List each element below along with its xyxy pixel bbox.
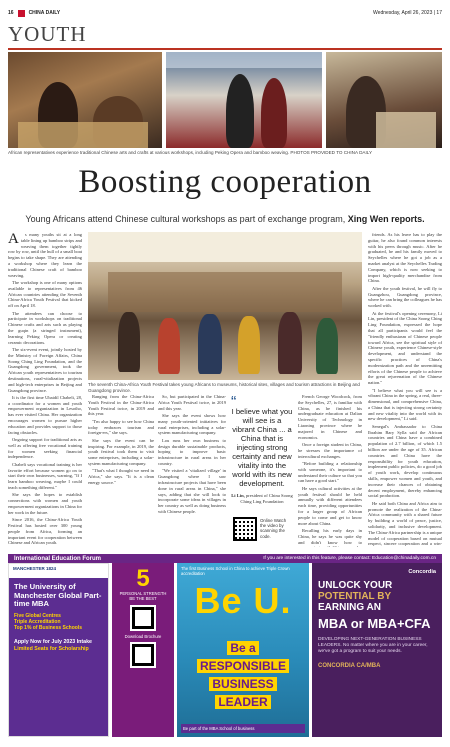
- paragraph: So, but participated in the China-Africa Youth Festival twice, in 2019 and this year.: [158, 394, 226, 411]
- paragraph: It is the first time Ubaidil Chabeli, 28, a coordinator for a women and youth empowerment organization in Lesotho, has ever visited China. Her organization encourages women to pursue higher education and provides support to those facing obstacles.: [8, 394, 82, 435]
- ad-manchester-mba[interactable]: [8, 563, 109, 737]
- paragraph: He said both China and Africa aim to promote the realization of the China-Africa community with a shared future by building a world of peace, justice, solidarity, and inclusive development. The China-Africa partnership is a unique model of cooperation based on mutual respect, sincere cooperation and a win-: [368, 500, 442, 547]
- article-column-4: [298, 394, 362, 547]
- paragraph: Senegal's Ambassador to China Ibrahim Bary Sylla said the African countries and China have a combined population of 2.7 billion, of which 1.5 billion are under the age of 35. African countries and China have the responsibility for youth education, implement public policies, do a good job of youth work, develop continuous skills, empower women and youth, and increase their chances of obtaining decent employment, thereby enhancing social production.: [368, 423, 442, 499]
- quote-author-role: president of China Soong Ching Ling Foundation: [240, 493, 293, 504]
- paragraph: At the festival's opening ceremony, Li Lin, president of the China Soong Ching Ling Foundation, expressed the hope that all participants would feel the "friendly enthusiasm of Chinese people toward Africa, see the spiritual style of Chinese youth, experience Chinese-style development, and understand the specific practices of China's modernization path and the unremitting efforts of the Chinese people to achieve the great rejuvenation of the Chinese nation.": [368, 310, 442, 386]
- ad-university-name: MANCHESTER 1824: [9, 564, 109, 578]
- paragraph: "I believe what you will see is a vibrant China in the spring, a real, three-dimensional, and comprehensive China, a China that is injecting strong certainty and new vitality into the world with its new development," Li said.: [368, 387, 442, 422]
- ad-be-u[interactable]: [177, 563, 309, 737]
- ad-scholarship-text: Limited Seats for Scholarship: [14, 645, 89, 652]
- ad-word: RESPONSIBLE: [197, 659, 289, 673]
- paragraph: Ongoing support for traditional arts as well as offering free vocational training for women seeking financial independence.: [8, 437, 82, 460]
- ad-line: Download Brochure: [124, 633, 162, 639]
- ad-word: BUSINESS: [209, 677, 276, 691]
- ad-headline-line: POTENTIAL BY: [318, 591, 392, 602]
- ad-title: The University of Manchester Global Part-time MBA: [14, 582, 102, 608]
- deck-text: Young Africans attend Chinese cultural workshops as part of exchange program,: [25, 214, 346, 224]
- qr-code-icon[interactable]: [130, 642, 156, 668]
- ad-cta-link[interactable]: CONCORDIA CA/MBA: [318, 663, 381, 669]
- quote-text: I believe what you will see is a vibrant China ... a China that is injecting strong certainty and new vitality into the world with its new development.: [231, 407, 293, 488]
- paragraph: Since 2016, the China-Africa Youth Festival has hosted over 300 young people from Africa, forming an important event for cooperation between Chinese and African youth.: [8, 517, 82, 546]
- paragraph: Once a foreign student in China, he stresses the importance of intercultural exchanges.: [298, 441, 362, 459]
- paragraph: "We visited a 'vitalized village' in Guangdong where I saw infrastructure projects that have been done in rural areas in China," she says, adding that she will look to incorporate some ideas in villages in her country as well as doing business with Chinese people.: [158, 468, 226, 514]
- ad-headline-line: EARNING AN: [318, 602, 381, 613]
- paragraph: The workshop is one of many options available to representatives from 46 African countries attending the Seventh China-Africa Youth Festival that kicked off on April 18.: [8, 279, 82, 309]
- quote-mark-icon: “: [231, 394, 237, 411]
- paragraph: The six-event event, jointly hosted by the Ministry of Foreign Affairs, China Soong Ching Ling Foundation, and the Guangdong government, took the African youth representatives to tourism destinations, rural-vitalization projects and high-tech enterprises in Beijing and Guangdong province.: [8, 346, 82, 393]
- drop-cap: A: [8, 232, 19, 247]
- photo-peking-opera: [166, 52, 322, 148]
- article-column-2: [88, 394, 154, 547]
- paragraph: "That's what I thought we need in Africa," she says. "It is a clean energy source.": [88, 468, 154, 485]
- paragraph: She says the hopes to establish connections with women and youth empowerment organizations in China for her work in the future.: [8, 492, 82, 515]
- article-column-1: [8, 232, 82, 547]
- paragraph: "I'm also happy to see how China today embraces tourism and foreign-ers," she says.: [88, 418, 154, 436]
- paragraph: French George Woodcock, from the Seychelles, 27, is familiar with China, as he finished his undergraduate education at Dalian University of Technology in Liaoning province where he majored in Chinese and economics.: [298, 394, 362, 440]
- advertisement-area: [8, 563, 442, 737]
- headline: Boosting cooperation: [78, 164, 372, 200]
- quote-attribution: [231, 493, 293, 504]
- photo-youth-festival-group: [88, 232, 362, 380]
- ad-headline-line: UNLOCK YOUR: [318, 580, 393, 591]
- paragraph: friends. As his leave has to play the guitar, he also found common interests with his peers through music. After he graduated, he and his family moved to Seychelles where he got a job as a market analyst at the Seychelles Trading Company, which is now seeking to import high-quality merchandise from China.: [368, 232, 442, 284]
- paragraph: She says the event shows how many youth-oriented initiatives for rural enterprises, including a solar-system manufacturing company.: [158, 412, 226, 436]
- article-column-3: [158, 394, 226, 547]
- paragraph: s many youths sit at a long table lining up bamboo strips and weaving them together tightly row by row, until the hull of a small boat begins to take shape. They are attending a workshop where they learn the traditional Chinese craft of bamboo weaving.: [8, 232, 82, 278]
- ad-feature: Top 1% of Business Schools: [14, 624, 82, 631]
- section-title: YOUTH: [8, 22, 87, 46]
- ad-concordia-mba[interactable]: [312, 563, 442, 737]
- ad-line: PERSONAL STRENGTH: [119, 591, 167, 596]
- photo-bamboo-weaving: [8, 52, 162, 148]
- byline: Xing Wen reports.: [347, 214, 425, 224]
- page-header: [8, 8, 442, 18]
- paragraph: Recalling his early days in China, he says he was quite shy and didn't know how to: [298, 527, 362, 545]
- paragraph: After the youth festival, he will fly to Guangzhou, Guangdong province, where he can bring the colleagues he has worked with.: [368, 285, 442, 309]
- mid-photo-caption: The seventh China-Africa Youth Festival takes young Africans to museums, historical sites, villages and tourism attractions in Beijing and Guangdong province.: [88, 382, 360, 393]
- ad-brand: Concordia: [408, 569, 436, 575]
- ad-headline: Be U.: [194, 580, 292, 621]
- article-column-5: [368, 232, 442, 547]
- section-rule: [8, 48, 442, 50]
- paragraph: Lou runs her own business to design durable sustainable products, hoping to improve basic infrastructure in rural areas in her country.: [158, 437, 226, 466]
- ad-feature: Five Global Centres: [14, 612, 61, 619]
- ad-header-contact[interactable]: If you are interested in this feature, please contact: Education@chinadaily.com.cn: [263, 556, 436, 561]
- ad-subtext: DEVELOPING NEXT-GENERATION BUSINESS LEADERS. No matter where you are in your career, we've got a program to suit your needs.: [318, 637, 428, 654]
- ad-feature: Triple Accreditation: [14, 618, 61, 625]
- paragraph: "Before building a relationship with someone, it's important to understand their culture so that you can have a good start.": [298, 460, 362, 484]
- quote-author: Li Lin,: [231, 493, 245, 498]
- paragraph: He says cultural activities at the youth festival should be held annually with different attendees each time, providing opportunities for a larger group of African people to come and get to know more about China.: [298, 485, 362, 526]
- paragraph: Chabeli says vocational training is her favorite effort because women go on to start their own businesses, warning, "If I learn bamboo weaving, maybe I could teach something different.": [8, 461, 82, 491]
- date-and-page: Wednesday, April 26, 2023 | 17: [373, 10, 442, 16]
- ad-header-title: International Education Forum: [14, 555, 102, 562]
- qr-label: Online Watch the video by scanning the code.: [260, 518, 287, 539]
- ad-big-number: 5: [136, 565, 150, 592]
- paper-name: CHINA DAILY: [28, 10, 61, 16]
- qr-code-icon[interactable]: [130, 605, 156, 631]
- ad-word: LEADER: [215, 695, 270, 709]
- ad-apply-text: Apply Now for July 2023 Intake: [14, 639, 93, 646]
- ad-middle-promo[interactable]: [112, 563, 174, 737]
- ad-word: Be a: [227, 641, 258, 655]
- page-number: 16: [8, 10, 14, 16]
- paragraph: The attendees can choose to participate in workshops on traditional Chinese crafts and arts such as playing the guqin (a stringed instrument), learning Peking Opera or creating ceramic decorations.: [8, 310, 82, 345]
- pull-quote: [231, 394, 293, 547]
- ad-footer: Be part of the MBA School of business: [181, 724, 305, 733]
- china-daily-logo-icon: [18, 10, 25, 17]
- ad-mba-title: MBA or MBA+CFA: [318, 616, 431, 631]
- paragraph: She says the event can be inspiring. For example, in 2019, the youth festival took them to visit some enterprises, including a solar-system manufacturing company.: [88, 437, 154, 466]
- ad-top-line: The first Business School in China to achieve Triple Crown accreditation: [181, 566, 290, 576]
- ad-line: BE THE BEST: [129, 596, 157, 602]
- ad-header-bar: [8, 554, 442, 563]
- photo-ceramic-workshop: [326, 52, 442, 148]
- deck: [8, 214, 442, 224]
- qr-code-icon[interactable]: [233, 517, 257, 541]
- photo-caption: African representatives experience traditional Chinese arts and crafts at various workshops, including Peking Opera and bamboo weaving. PHOTOS PROVIDED TO CHINA DAILY: [8, 150, 373, 155]
- paragraph: Ranging from the China-Africa Youth Festival in the China-Africa Youth Festival twice, in 2019 and this year.: [88, 394, 154, 417]
